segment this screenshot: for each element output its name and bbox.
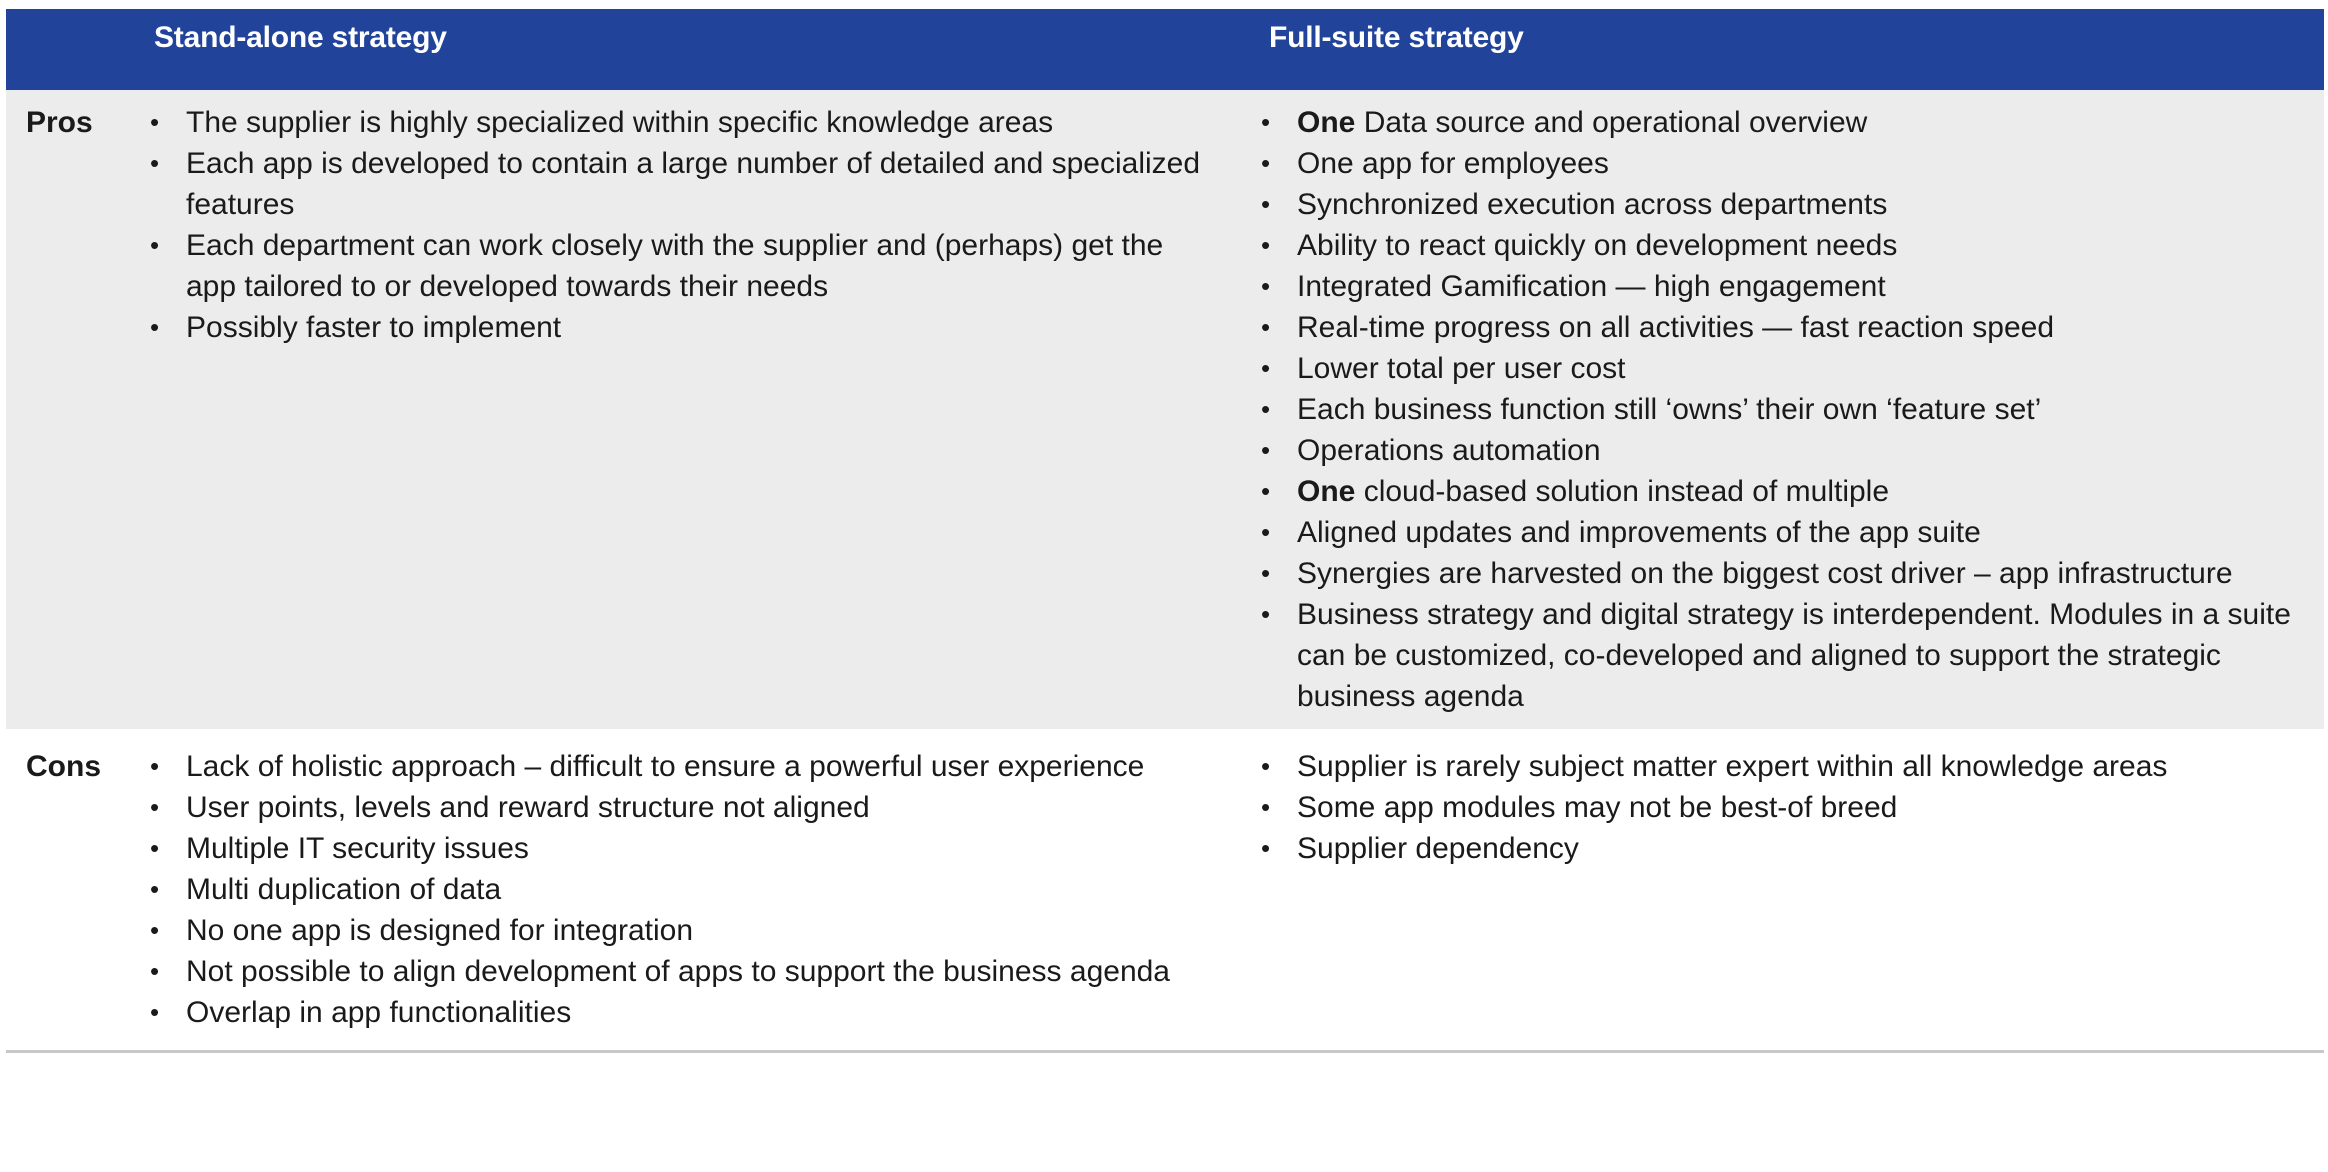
list-item [1258,828,2314,869]
list-item [1258,307,2314,348]
header-stand-alone: Stand-alone strategy [154,21,447,54]
list-item [1258,143,2314,184]
list-item-text: Lack of holistic approach – difficult to ensure a powerful user experience [186,750,1145,783]
list-item [147,869,1217,910]
list-item-text: Not possible to align development of apps to support the business agenda [186,955,1170,988]
list-item-text: Real-time progress on all activities — fast reaction speed [1297,311,2055,344]
list-item [1258,787,2314,828]
cons-row [6,729,2324,1052]
list-item-text: Each department can work closely with the supplier and (perhaps) get the app tailored to or developed towards their needs [186,229,1164,303]
list-item-emphasis: One [1297,475,1356,508]
strategy-comparison-table [6,9,2324,1053]
list-item [1258,266,2314,307]
list-item [147,992,1217,1033]
list-item-text: Overlap in app functionalities [186,996,572,1029]
list-item [147,910,1217,951]
list-item [147,102,1217,143]
list-item [147,828,1217,869]
list-item-text: Synergies are harvested on the biggest cost driver – app infrastructure [1297,557,2233,590]
row-label-pros: Pros [26,106,93,139]
list-item-text: Ability to react quickly on development needs [1297,229,1898,262]
list-item [1258,512,2314,553]
list-item [147,143,1217,225]
list-item-text: The supplier is highly specialized within specific knowledge areas [186,106,1054,139]
list-item [1258,225,2314,266]
list-item [1258,184,2314,225]
table-header [6,9,2324,90]
list-item-text: Data source and operational overview [1355,106,1868,139]
list-item-text: User points, levels and reward structure not aligned [186,791,870,824]
list-item [147,307,1217,348]
pros-row [6,90,2324,729]
comparison-table-wrapper [6,9,2324,1053]
list-item-text: Each business function still ‘owns’ their own ‘feature set’ [1297,393,2042,426]
list-item [1258,471,2314,512]
list-item [1258,430,2314,471]
list-item [1258,389,2314,430]
cons-stand-alone-cell [141,729,1257,1052]
pros-full-suite-list [1258,102,2314,717]
list-item-text: Multiple IT security issues [186,832,529,865]
list-item [1258,746,2314,787]
header-corner-cell [6,9,141,90]
list-item [147,225,1217,307]
row-label-cons: Cons [26,750,101,783]
list-item [1258,102,2314,143]
list-item-text: One app for employees [1297,147,1609,180]
list-item [1258,553,2314,594]
pros-stand-alone-cell [141,90,1257,729]
cons-full-suite-cell [1257,729,2324,1052]
list-item-text: Supplier is rarely subject matter expert within all knowledge areas [1297,750,2168,783]
list-item [1258,348,2314,389]
pros-full-suite-cell [1257,90,2324,729]
table-body [6,90,2324,1052]
list-item-text: Each app is developed to contain a large number of detailed and specialized features [186,147,1201,221]
list-item-text: Business strategy and digital strategy is interdependent. Modules in a suite can be customized, co-developed and aligned to support the strategic business agenda [1297,598,2291,713]
pros-stand-alone-list [147,102,1217,348]
list-item [1258,594,2314,717]
list-item-text: No one app is designed for integration [186,914,694,947]
list-item [147,787,1217,828]
header-row [6,9,2324,90]
cons-stand-alone-list [147,746,1217,1033]
list-item-emphasis: One [1297,106,1356,139]
cons-full-suite-list [1258,746,2314,869]
list-item-text: Lower total per user cost [1297,352,1626,385]
list-item-text: Synchronized execution across departments [1297,188,1888,221]
list-item-text: Aligned updates and improvements of the app suite [1297,516,1981,549]
header-full-suite: Full-suite strategy [1269,21,1524,54]
list-item-text: Multi duplication of data [186,873,502,906]
list-item [147,951,1217,992]
list-item-text: Operations automation [1297,434,1601,467]
list-item-text: Supplier dependency [1297,832,1579,865]
list-item-text: Possibly faster to implement [186,311,562,344]
list-item [147,746,1217,787]
list-item-text: Integrated Gamification — high engagement [1297,270,1886,303]
list-item-text: Some app modules may not be best-of breed [1297,791,1898,824]
list-item-text: cloud-based solution instead of multiple [1355,475,1890,508]
